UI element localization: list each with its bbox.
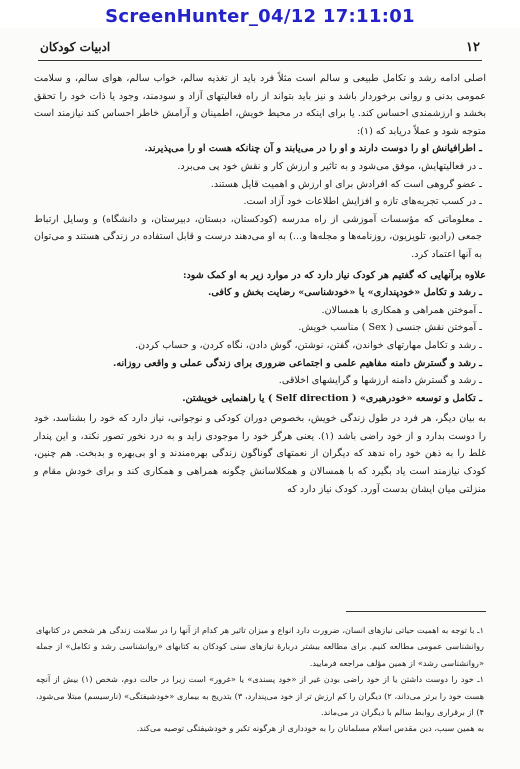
list-item: ـ رشد و گسترش دامنه مفاهیم علمی و اجتماعی ضروری برای زندگی عملی و واقعی روزانه. — [113, 357, 482, 369]
footnotes — [36, 622, 484, 737]
footnote: ۱ـ خود را دوست داشتن یا از خود راضی بودن غیر از «خود پسندی» یا «غرور» است زیرا در حالت دوم، شخص (۱) بیش از آنچه هست خود را برتر می‌داند، ۲) دیگران را کم ارزش تر از خود می‌پندارد، ۳) بتدریج به بیماری «خودشیفتگی» (نارسیسم) مبتلا می‌شود، ۴) از برقراری روابط سالم با دیگران در می‌ماند. — [36, 674, 485, 718]
book-page — [0, 28, 520, 769]
list-item: ـ آموختن همراهی و همکاری با همسالان. — [321, 304, 482, 316]
body-text — [34, 70, 486, 498]
list-item: ـ اطرافیانش او را دوست دارند و او را در می‌یابند و آن چنانکه هست او را می‌پذیرند. — [144, 143, 482, 155]
footnote: ۱ـ با توجه به اهمیت حیاتی نیازهای انسان، ضرورت دارد انواع و میزان تاثیر هر کدام از آنها را در سلامت زندگی هر شخص در کتابهای روانشناسی عمومی مطالعه کنیم. برای مطالعه بیشتر دربارهٔ نیازهای سنی کودکان به کتابهای «روانشناسی رشد و تکامل» از جمله «روانشناسی رشد» از همین مؤلف مراجعه فرمایید. — [36, 625, 484, 668]
list-item: ـ رشد و تکامل «خودپنداری» یا «خودشناسی» رضایت بخش و کافی. — [208, 287, 482, 299]
list-item: ـ رشد و گسترش دامنه ارزشها و گرایشهای اخلاقی. — [278, 375, 482, 387]
paragraph: به بیان دیگر، هر فرد در طول زندگی خویش، بخصوص دوران کودکی و نوجوانی، نیاز دارد که خود را بشناسد، خود را دوست بدارد و از خود راضی باشد (۱). یعنی هرگز خود را موجودی زاید و به درد نخور تصور نکند، و این پندار غلط را به ذهن خود راه ندهد که دیگران از نعمتهای گوناگون زندگی بهره‌مندند و او بی‌بهره و بدبخت. هم چنین، کودک نیازمند است یاد بگیرد که با همسالان و همکلاسانش چگونه همراهی و همکاری کند و برای خودش مقام و منزلتی میان ایشان بدست آورد. کودک نیاز دارد که — [34, 413, 486, 495]
paragraph: اصلی ادامه رشد و تکامل طبیعی و سالم است مثلاً فرد باید از تغذیه سالم، خواب سالم، هوای سالم، و سلامت عمومی بدنی و روانی برخوردار باشد و نیز باید بتواند از راه فعالیتهای آزاد و سودمند، وجود یا ذات خود را تحقق بخشد و ارزشمندی احساس کند. یا برای اینکه در محیط خویش، اطمینان و آرامش خاطر احساس کند نیازمند است متوجه شود و عملاً دریابد که (۱): — [34, 73, 486, 137]
page-header — [38, 38, 482, 61]
footnote-divider — [346, 611, 486, 612]
list-item: ـ آموختن نقش جنسی ( Sex ) مناسب خویش. — [298, 322, 482, 334]
list-item: ـ معلوماتی که مؤسسات آموزشی از راه مدرسه (کودکستان، دبستان، دبیرستان، و دانشگاه) و وسایل ارتباط جمعی (رادیو، تلویزیون، روزنامه‌ها و مجله‌ها و...) به او می‌دهند درست و قابل استفاده در زندگی هستند و می‌توان به آنها اعتماد کرد. — [34, 213, 482, 260]
list-item: ـ تکامل و توسعه «خودرهبری» ( Self direction ) یا راهنمایی خویشتن. — [182, 392, 482, 404]
running-title: ادبیات کودکان — [40, 40, 111, 54]
section-intro: علاوه برآنهایی که گفتیم هر کودک نیاز دارد که در موارد زیر به او کمک شود: — [182, 269, 486, 281]
list-item: ـ رشد و تکامل مهارتهای خواندن، گفتن، نوشتن، گوش دادن، نگاه کردن، و حساب کردن. — [135, 339, 482, 351]
page-number: ۱۲ — [466, 40, 480, 55]
list-item: ـ عضو گروهی است که افرادش برای او ارزش و اهمیت قایل هستند. — [210, 178, 482, 190]
footnote: به همین سبب، دین مقدس اسلام مسلمانان را به خودداری از هرگونه تکبر و خودشیفتگی توصیه می‌کند. — [136, 723, 484, 734]
screenhunter-watermark: ScreenHunter_04/12 17:11:01 — [105, 6, 415, 27]
list-item: ـ در فعالیتهایش، موفق می‌شود و به تاثیر و ارزش کار و نقش خود پی می‌برد. — [177, 160, 482, 172]
list-item: ـ در کسب تجربه‌های تازه و افزایش اطلاعات خود آزاد است. — [243, 196, 482, 208]
